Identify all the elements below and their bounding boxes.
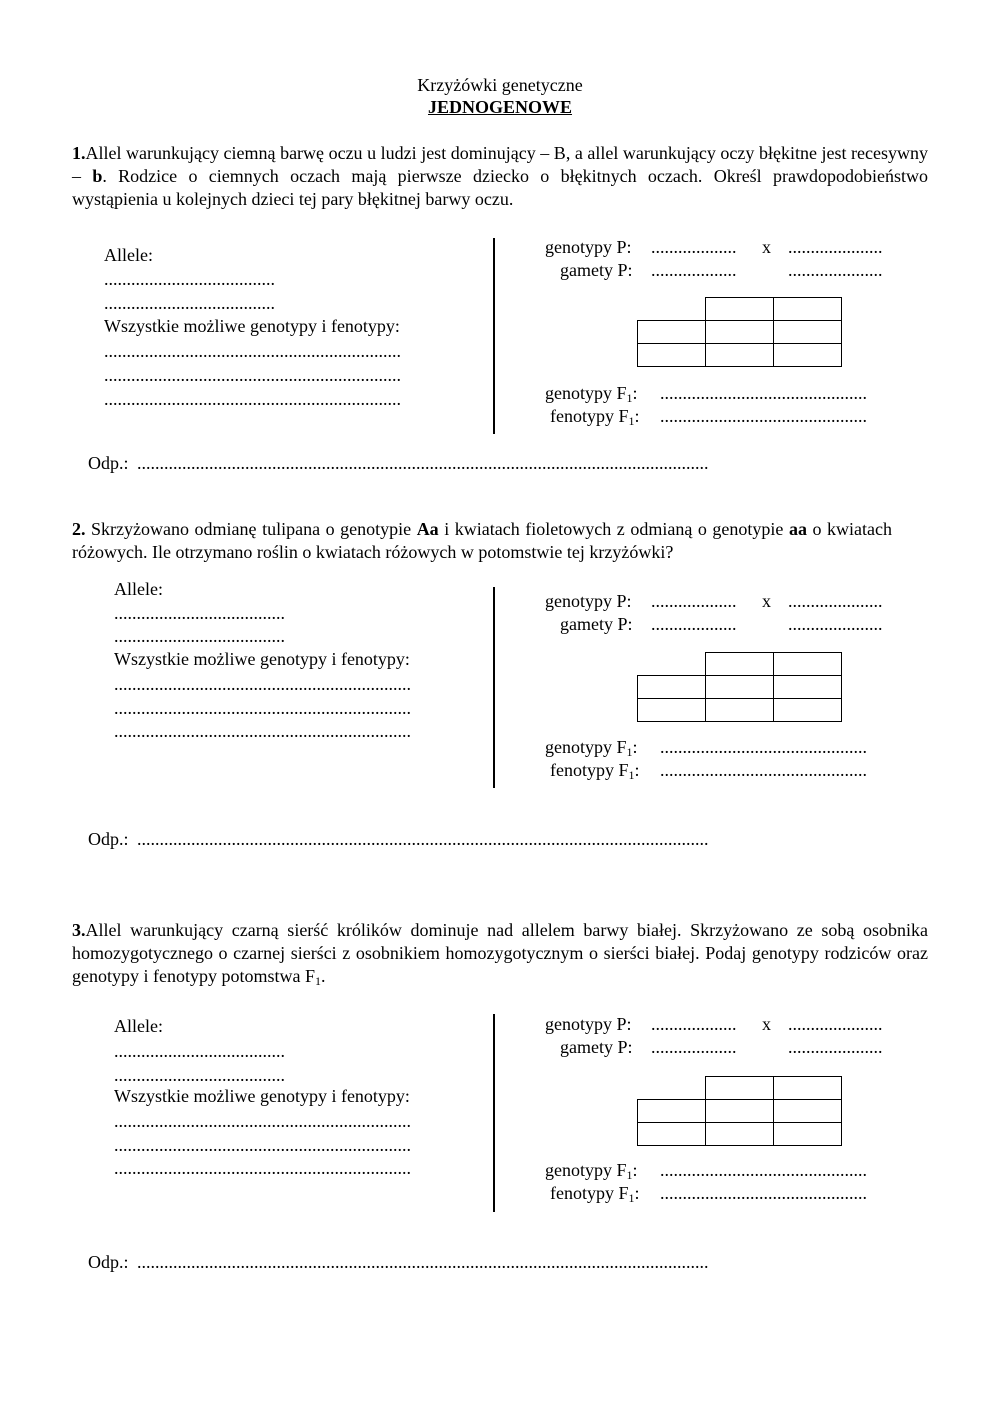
phenotypes-f1-label: fenotypy $F_1$: bbox=[550, 1183, 640, 1205]
blank-line[interactable]: ..................... bbox=[788, 591, 883, 611]
blank-line[interactable]: ................... bbox=[651, 1037, 737, 1057]
blank-line[interactable]: ..................... bbox=[788, 614, 883, 634]
blank-line[interactable]: .................................................................. bbox=[114, 1135, 411, 1155]
punnett-cell[interactable] bbox=[774, 699, 842, 722]
punnett-cell[interactable] bbox=[638, 1123, 706, 1146]
blank-line[interactable]: ...................................... bbox=[114, 603, 285, 623]
allele-label: Allele: bbox=[114, 579, 163, 599]
punnett-cell[interactable] bbox=[774, 1077, 842, 1100]
allele-label: Allele: bbox=[104, 245, 153, 265]
genotypes-phenotypes-label: Wszystkie możliwe genotypy i fenotypy: bbox=[104, 316, 400, 336]
task-3-text: 3.Allel warunkujący czarną sierść królików dominuje nad allelem barwy białej. Skrzyżowano ze sobą osobnika homozygotycznego o czarnej sierści z osobnikiem homozygotycznym o sierści białej. Podaj genotypy rodziców oraz genotypy i fenotypy potomstwa $F_1$. bbox=[72, 920, 928, 988]
blank-line[interactable]: ................... bbox=[651, 591, 737, 611]
blank-line[interactable]: .............................................. bbox=[660, 1183, 867, 1203]
genotypes-f1-label: genotypy $F_1$: bbox=[545, 1160, 638, 1182]
cross-symbol: x bbox=[762, 591, 771, 611]
punnett-cell[interactable] bbox=[706, 653, 774, 676]
punnett-cell[interactable] bbox=[638, 676, 706, 699]
blank-line[interactable]: .................................................................. bbox=[114, 1111, 411, 1131]
divider-line bbox=[493, 1014, 495, 1212]
punnett-cell[interactable] bbox=[638, 699, 706, 722]
answer-line[interactable]: ............................................................................................................................... bbox=[137, 829, 709, 849]
punnett-cell[interactable] bbox=[706, 676, 774, 699]
punnett-cell[interactable] bbox=[638, 1100, 706, 1123]
punnett-cell[interactable] bbox=[706, 1077, 774, 1100]
gametes-p-label: gamety P: bbox=[560, 260, 633, 280]
genotypes-phenotypes-label: Wszystkie możliwe genotypy i fenotypy: bbox=[114, 649, 410, 669]
blank-line[interactable]: .............................................. bbox=[660, 406, 867, 426]
punnett-cell[interactable] bbox=[638, 344, 706, 367]
blank-line[interactable]: .............................................. bbox=[660, 737, 867, 757]
task-number: 3. bbox=[72, 920, 86, 940]
blank-line[interactable]: .................................................................. bbox=[104, 365, 401, 385]
blank-line[interactable]: ..................... bbox=[788, 260, 883, 280]
blank-line[interactable]: .............................................. bbox=[660, 383, 867, 403]
punnett-square bbox=[637, 297, 842, 367]
punnett-cell[interactable] bbox=[706, 699, 774, 722]
allele-label: Allele: bbox=[114, 1016, 163, 1036]
genotypes-p-label: genotypy P: bbox=[545, 591, 632, 611]
blank-line[interactable]: ..................... bbox=[788, 237, 883, 257]
punnett-cell bbox=[638, 298, 706, 321]
blank-line[interactable]: ................... bbox=[651, 614, 737, 634]
worksheet-subtitle: JEDNOGENOWE bbox=[427, 97, 573, 117]
worksheet-title: Krzyżówki genetyczne bbox=[417, 75, 583, 95]
punnett-cell bbox=[638, 1077, 706, 1100]
punnett-cell[interactable] bbox=[638, 321, 706, 344]
punnett-cell[interactable] bbox=[774, 321, 842, 344]
divider-line bbox=[493, 238, 495, 434]
blank-line[interactable]: .................................................................. bbox=[114, 1158, 411, 1178]
task-2-text: 2. Skrzyżowano odmianę tulipana o genotypie Aa i kwiatach fioletowych z odmianą o genotypie aa o kwiatach różowych. Ile otrzymano roślin o kwiatach różowych w potomstwie tej krzyżówki? bbox=[72, 519, 892, 562]
punnett-cell[interactable] bbox=[706, 1123, 774, 1146]
blank-line[interactable]: ...................................... bbox=[114, 626, 285, 646]
blank-line[interactable]: .................................................................. bbox=[114, 721, 411, 741]
blank-line[interactable]: ...................................... bbox=[104, 269, 275, 289]
punnett-cell[interactable] bbox=[706, 298, 774, 321]
blank-line[interactable]: .................................................................. bbox=[114, 698, 411, 718]
blank-line[interactable]: ................... bbox=[651, 260, 737, 280]
blank-line[interactable]: ...................................... bbox=[114, 1041, 285, 1061]
blank-line[interactable]: .............................................. bbox=[660, 760, 867, 780]
punnett-cell[interactable] bbox=[774, 1100, 842, 1123]
punnett-cell bbox=[638, 653, 706, 676]
task-1-text: 1.Allel warunkujący ciemną barwę oczu u ludzi jest dominujący – B, a allel warunkujący oczy błękitne jest recesywny – b. Rodzice o ciemnych oczach mają pierwsze dziecko o błękitnych oczach. Określ prawdopodobieństwo wystąpienia u kolejnych dzieci tej pary błękitnej barwy oczu. bbox=[72, 143, 928, 209]
punnett-cell[interactable] bbox=[774, 344, 842, 367]
blank-line[interactable]: .............................................. bbox=[660, 1160, 867, 1180]
punnett-square bbox=[637, 1076, 842, 1146]
answer-label: Odp.: bbox=[88, 829, 129, 849]
answer-line[interactable]: ............................................................................................................................... bbox=[137, 1252, 709, 1272]
blank-line[interactable]: ..................... bbox=[788, 1014, 883, 1034]
punnett-cell[interactable] bbox=[706, 1100, 774, 1123]
genotypes-p-label: genotypy P: bbox=[545, 1014, 632, 1034]
blank-line[interactable]: ...................................... bbox=[104, 293, 275, 313]
cross-symbol: x bbox=[762, 1014, 771, 1034]
answer-label: Odp.: bbox=[88, 1252, 129, 1272]
task-number: 1. bbox=[72, 143, 86, 163]
blank-line[interactable]: ................... bbox=[651, 237, 737, 257]
answer-line[interactable]: ............................................................................................................................... bbox=[137, 453, 709, 473]
punnett-cell[interactable] bbox=[774, 1123, 842, 1146]
blank-line[interactable]: ................... bbox=[651, 1014, 737, 1034]
punnett-cell[interactable] bbox=[706, 344, 774, 367]
blank-line[interactable]: ..................... bbox=[788, 1037, 883, 1057]
punnett-cell[interactable] bbox=[706, 321, 774, 344]
answer-label: Odp.: bbox=[88, 453, 129, 473]
genotypes-f1-label: genotypy $F_1$: bbox=[545, 737, 638, 759]
blank-line[interactable]: ...................................... bbox=[114, 1065, 285, 1085]
task-number: 2. bbox=[72, 519, 86, 539]
genotypes-f1-label: genotypy $F_1$: bbox=[545, 383, 638, 405]
phenotypes-f1-label: fenotypy $F_1$: bbox=[550, 760, 640, 782]
divider-line bbox=[493, 587, 495, 788]
genotypes-p-label: genotypy P: bbox=[545, 237, 632, 257]
blank-line[interactable]: .................................................................. bbox=[104, 389, 401, 409]
blank-line[interactable]: .................................................................. bbox=[114, 674, 411, 694]
phenotypes-f1-label: fenotypy $F_1$: bbox=[550, 406, 640, 428]
punnett-cell[interactable] bbox=[774, 298, 842, 321]
punnett-cell[interactable] bbox=[774, 676, 842, 699]
cross-symbol: x bbox=[762, 237, 771, 257]
gametes-p-label: gamety P: bbox=[560, 1037, 633, 1057]
gametes-p-label: gamety P: bbox=[560, 614, 633, 634]
punnett-cell[interactable] bbox=[774, 653, 842, 676]
punnett-square bbox=[637, 652, 842, 722]
blank-line[interactable]: .................................................................. bbox=[104, 341, 401, 361]
genotypes-phenotypes-label: Wszystkie możliwe genotypy i fenotypy: bbox=[114, 1086, 410, 1106]
